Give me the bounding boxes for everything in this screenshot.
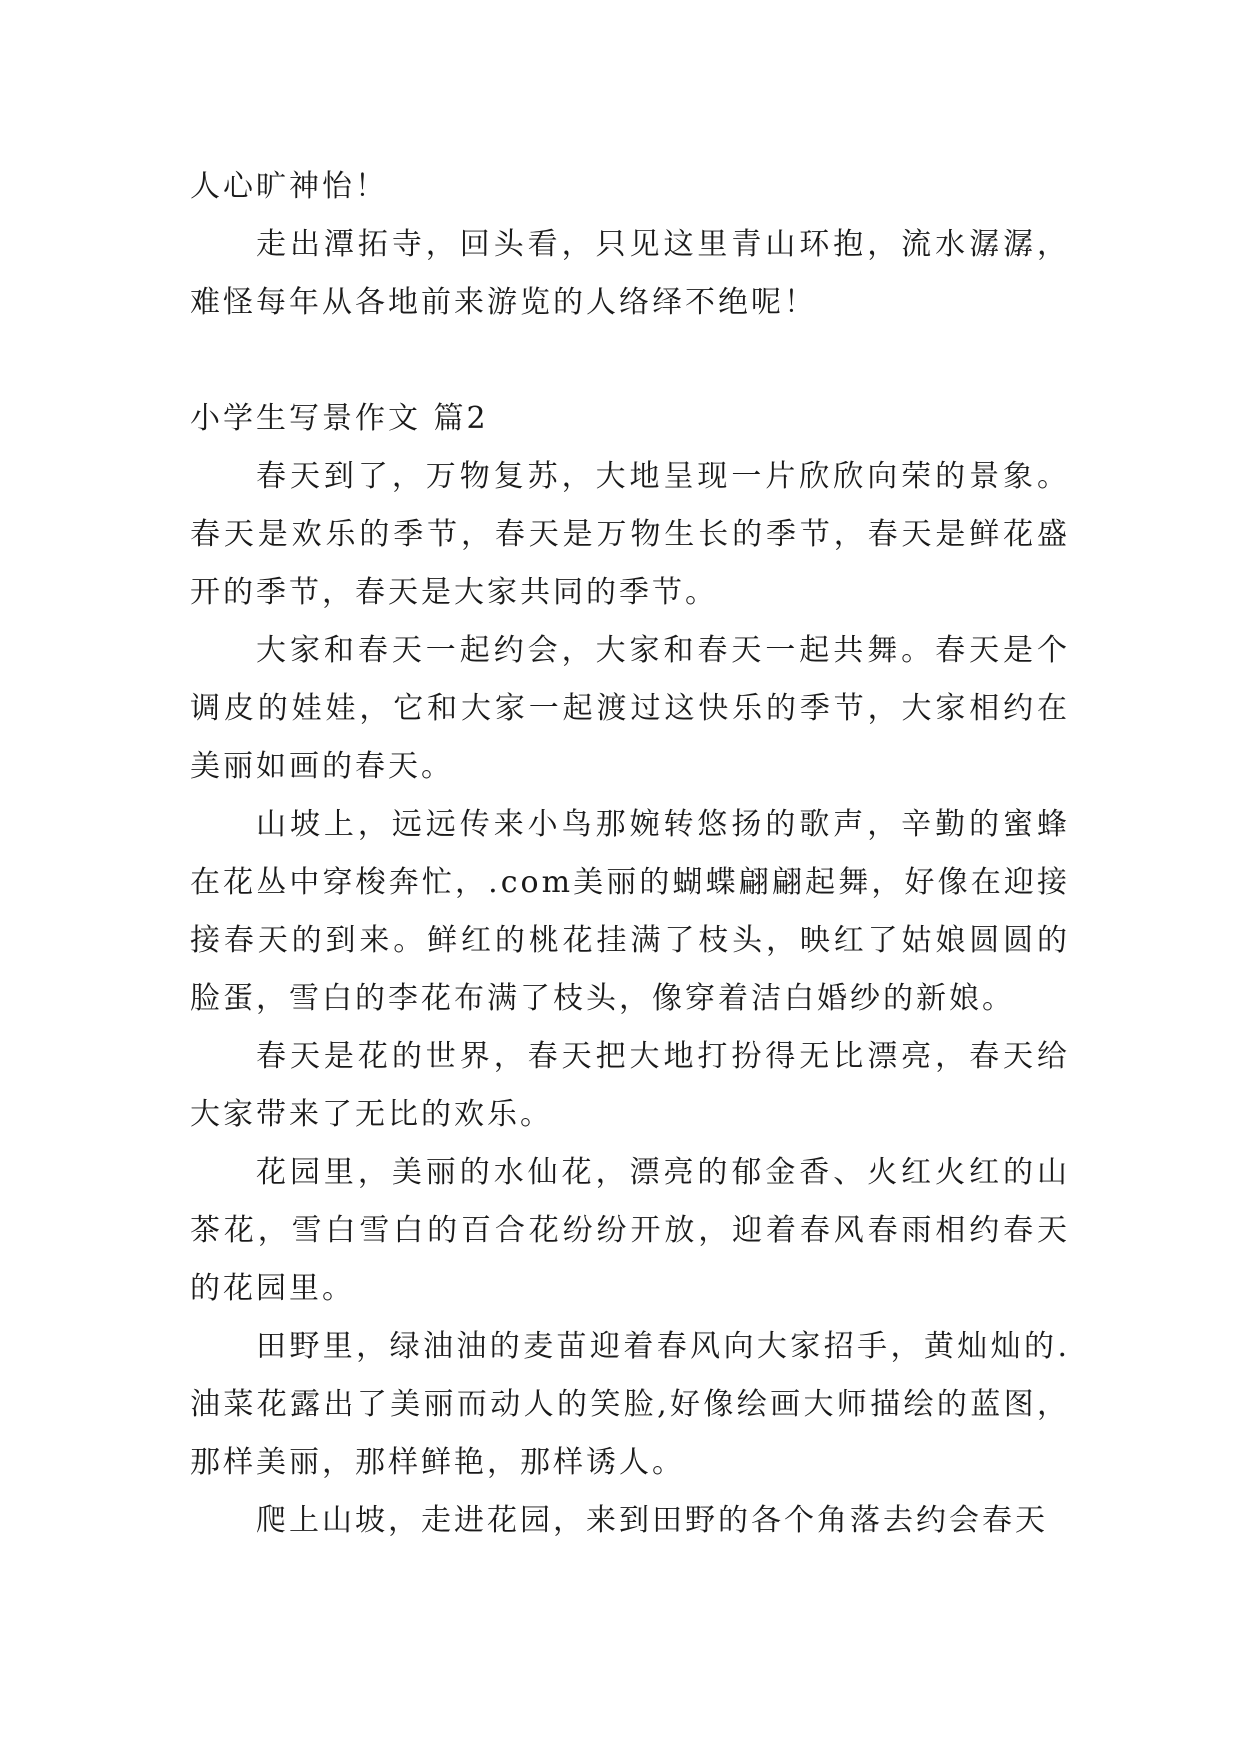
paragraph-continued: 人心旷神怡！ (190, 169, 388, 204)
paragraph: 田野里，绿油油的麦苗迎着春风向大家招手，黄灿灿的.油菜花露出了美丽而动人的笑脸,好像绘画大师描绘的蓝图，那样美丽，那样鲜艳，那样诱人。 (190, 1329, 1070, 1480)
paragraph: 走出潭拓寺，回头看，只见这里青山环抱，流水潺潺，难怪每年从各地前来游览的人络绎不绝呢！ (190, 227, 1070, 320)
paragraph: 春天是花的世界，春天把大地打扮得无比漂亮，春天给大家带来了无比的欢乐。 (190, 1039, 1070, 1132)
paragraph: 爬上山坡，走进花园，来到田野的各个角落去约会春天 (256, 1503, 1048, 1538)
section-heading: 小学生写景作文 篇2 (190, 401, 489, 436)
paragraph: 大家和春天一起约会，大家和春天一起共舞。春天是个调皮的娃娃，它和大家一起渡过这快乐的季节，大家相约在美丽如画的春天。 (190, 633, 1070, 784)
section-spacer (190, 332, 1070, 390)
paragraph: 春天到了，万物复苏，大地呈现一片欣欣向荣的景象。春天是欢乐的季节，春天是万物生长的季节，春天是鲜花盛开的季节，春天是大家共同的季节。 (190, 459, 1070, 610)
paragraph: 山坡上，远远传来小鸟那婉转悠扬的歌声，辛勤的蜜蜂在花丛中穿梭奔忙，.com美丽的蝴蝶翩翩起舞，好像在迎接接春天的到来。鲜红的桃花挂满了枝头，映红了姑娘圆圆的脸蛋，雪白的李花布满了枝头，像穿着洁白婚纱的新娘。 (190, 807, 1070, 1016)
document-body (190, 158, 1070, 1550)
paragraph: 花园里，美丽的水仙花，漂亮的郁金香、火红火红的山茶花，雪白雪白的百合花纷纷开放，迎着春风春雨相约春天的花园里。 (190, 1155, 1070, 1306)
